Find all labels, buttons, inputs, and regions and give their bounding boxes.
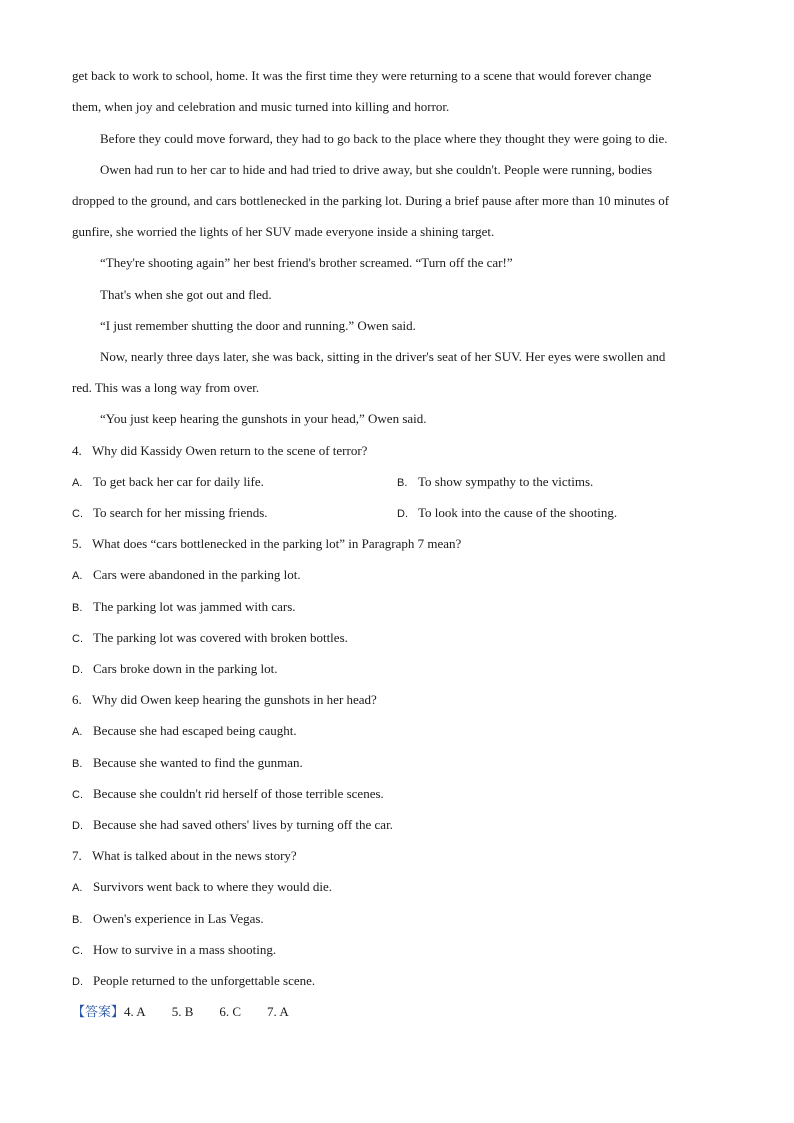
passage-line: Owen had run to her car to hide and had tried to drive away, but she couldn't. People were running, bodies: [100, 162, 653, 177]
passage-line: “You just keep hearing the gunshots in your head,” Owen said.: [100, 411, 427, 426]
option-text: People returned to the unforgettable scene.: [93, 973, 316, 988]
question-stem: [72, 443, 367, 459]
option-b: [72, 599, 296, 616]
option-letter: D.: [397, 508, 408, 520]
option-letter: A.: [72, 726, 83, 738]
answer-tag: 【答案】: [72, 1005, 125, 1020]
option-c: [72, 630, 348, 647]
option-d: [72, 973, 315, 990]
question-number: 6.: [72, 692, 82, 707]
option-letter: B.: [397, 477, 408, 489]
option-b: [397, 474, 593, 491]
question-number: 4.: [72, 443, 82, 458]
passage-line: “They're shooting again” her best friend's brother screamed. “Turn off the car!”: [100, 255, 513, 270]
passage-line: Before they could move forward, they had to go back to the place where they thought they were going to die.: [100, 131, 668, 146]
question-text: What does “cars bottlenecked in the parking lot” in Paragraph 7 mean?: [92, 536, 462, 551]
passage-line: gunfire, she worried the lights of her SUV made everyone inside a shining target.: [72, 224, 495, 239]
option-c: [72, 505, 268, 522]
passage-line: red. This was a long way from over.: [72, 380, 260, 395]
option-letter: C.: [72, 789, 83, 801]
option-c: [72, 786, 384, 803]
option-text: The parking lot was covered with broken bottles.: [93, 630, 348, 645]
question-number: 5.: [72, 536, 82, 551]
option-letter: D.: [72, 664, 83, 676]
option-text: To look into the cause of the shooting.: [418, 505, 618, 520]
question-text: What is talked about in the news story?: [92, 848, 297, 863]
question-stem: [72, 848, 297, 864]
option-text: The parking lot was jammed with cars.: [93, 599, 296, 614]
option-letter: C.: [72, 945, 83, 957]
option-letter: B.: [72, 914, 83, 926]
option-text: Survivors went back to where they would die.: [93, 879, 333, 894]
option-letter: B.: [72, 602, 83, 614]
option-letter: D.: [72, 820, 83, 832]
answer-item: 4. A: [124, 1004, 146, 1019]
option-letter: A.: [72, 882, 83, 894]
option-text: Owen's experience in Las Vegas.: [93, 911, 264, 926]
option-letter: C.: [72, 633, 83, 645]
option-text: Because she couldn't rid herself of those terrible scenes.: [93, 786, 384, 801]
option-letter: C.: [72, 508, 83, 520]
option-text: Cars were abandoned in the parking lot.: [93, 567, 301, 582]
option-a: [72, 474, 264, 491]
option-text: Because she had saved others' lives by turning off the car.: [93, 817, 393, 832]
option-b: [72, 911, 264, 928]
answer-item: 5. B: [171, 1004, 194, 1019]
question-stem: [72, 692, 377, 708]
passage-line: get back to work to school, home. It was the first time they were returning to a scene that would forever change: [72, 68, 652, 83]
question-text: Why did Kassidy Owen return to the scene of terror?: [92, 443, 368, 458]
option-text: Because she had escaped being caught.: [93, 723, 297, 738]
passage-line: them, when joy and celebration and music turned into killing and horror.: [72, 99, 450, 114]
option-text: To search for her missing friends.: [93, 505, 268, 520]
passage-line: That's when she got out and fled.: [100, 287, 272, 302]
question-number: 7.: [72, 848, 82, 863]
option-letter: A.: [72, 570, 83, 582]
passage-line: dropped to the ground, and cars bottlenecked in the parking lot. During a brief pause after more than 10 minutes of: [72, 193, 670, 208]
answer-item: 7. A: [267, 1004, 289, 1019]
option-text: Cars broke down in the parking lot.: [93, 661, 278, 676]
option-letter: D.: [72, 976, 83, 988]
question-text: Why did Owen keep hearing the gunshots in her head?: [92, 692, 377, 707]
option-a: [72, 723, 297, 740]
option-text: To get back her car for daily life.: [93, 474, 264, 489]
option-text: To show sympathy to the victims.: [418, 474, 594, 489]
passage-line: “I just remember shutting the door and running.” Owen said.: [100, 318, 416, 333]
question-stem: [72, 536, 461, 552]
option-letter: A.: [72, 477, 83, 489]
option-d: [72, 817, 393, 834]
option-c: [72, 942, 276, 959]
answer-item: 6. C: [219, 1004, 242, 1019]
option-b: [72, 755, 303, 772]
answer-key: [72, 1004, 315, 1021]
option-text: Because she wanted to find the gunman.: [93, 755, 303, 770]
option-d: [72, 661, 278, 678]
option-letter: B.: [72, 758, 83, 770]
option-a: [72, 567, 301, 584]
option-text: How to survive in a mass shooting.: [93, 942, 277, 957]
passage-line: Now, nearly three days later, she was back, sitting in the driver's seat of her SUV. Her eyes were swollen and: [100, 349, 666, 364]
option-d: [397, 505, 617, 522]
option-a: [72, 879, 332, 896]
